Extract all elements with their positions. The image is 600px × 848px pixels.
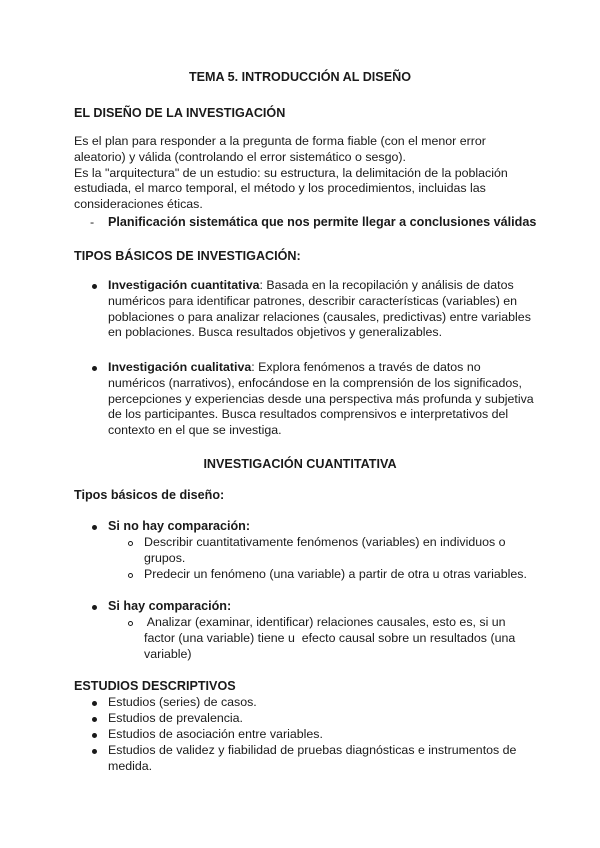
section-heading-tipos: TIPOS BÁSICOS DE INVESTIGACIÓN: xyxy=(74,249,301,263)
definition-start: : Basada en la recopilación y análisis de datos xyxy=(259,278,514,292)
bullet-icon xyxy=(92,525,97,530)
bullet-icon xyxy=(92,717,97,722)
bullet-icon xyxy=(92,733,97,738)
bullet-icon xyxy=(92,605,97,610)
label-no-comparacion: Si no hay comparación: xyxy=(108,519,251,533)
bullet-icon xyxy=(92,284,97,289)
dash-item-planificacion: Planificación sistemática que nos permite llegar a conclusiones válidas xyxy=(108,215,537,229)
dash-marker: - xyxy=(90,215,95,229)
section-heading-diseno: EL DISEÑO DE LA INVESTIGACIÓN xyxy=(74,106,286,120)
circle-bullet-icon xyxy=(128,573,133,578)
bullet-icon xyxy=(92,701,97,706)
sublist-line: variable) xyxy=(144,646,192,661)
list-item-series: Estudios (series) de casos. xyxy=(108,695,257,709)
list-item-line: en poblaciones. Busca resultados objetivos y generalizables. xyxy=(108,325,443,340)
list-item-cuantitativa xyxy=(108,278,548,341)
list-item-line: numéricos (narrativos), enfocándose en la comprensión de los significados, xyxy=(108,375,522,390)
section-heading-descriptivos: ESTUDIOS DESCRIPTIVOS xyxy=(74,679,236,693)
list-item-line: Estudios de validez y fiabilidad de pruebas diagnósticas e instrumentos de xyxy=(108,743,517,757)
list-item-line: percepciones y experiencias desde una perspectiva más profunda y subjetiva xyxy=(108,391,534,406)
paragraph-line: estudiada, el marco temporal, el método y los procedimientos, incluidas las xyxy=(74,181,486,196)
definition-start: : Explora fenómenos a través de datos no xyxy=(251,360,481,374)
sublist-item-describir xyxy=(144,535,544,567)
sublist-line: Analizar (examinar, identificar) relaciones causales, esto es, si un xyxy=(144,615,506,629)
list-item-line: medida. xyxy=(108,758,153,773)
paragraph-line: Es el plan para responder a la pregunta de forma fiable (con el menor error xyxy=(74,134,486,148)
term-cuantitativa: Investigación cuantitativa xyxy=(108,278,260,292)
paragraph-line: aleatorio) y válida (controlando el error sistemático o sesgo). xyxy=(74,149,406,164)
list-item-prevalencia: Estudios de prevalencia. xyxy=(108,711,244,725)
list-item-cualitativa xyxy=(108,360,548,439)
label-hay-comparacion: Si hay comparación: xyxy=(108,599,232,613)
sublist-line: factor (una variable) tiene u efecto causal sobre un resultados (una xyxy=(144,630,516,645)
sublist-line: Describir cuantitativamente fenómenos (variables) en individuos o xyxy=(144,535,506,549)
term-cualitativa: Investigación cualitativa xyxy=(108,360,252,374)
page-title: TEMA 5. INTRODUCCIÓN AL DISEÑO xyxy=(188,70,412,84)
sublist-item-analizar xyxy=(144,615,544,662)
bullet-icon xyxy=(92,749,97,754)
subheading-tipos-diseno: Tipos básicos de diseño: xyxy=(74,488,225,502)
sublist-item-predecir: Predecir un fenómeno (una variable) a partir de otra u otras variables. xyxy=(144,567,527,581)
circle-bullet-icon xyxy=(128,541,133,546)
list-item-line: poblaciones o para analizar relaciones (causales, predictivas) entre variables xyxy=(108,309,531,324)
paragraph-line: consideraciones éticas. xyxy=(74,197,203,212)
list-item-line: numéricos para identificar patrones, describir características (variables) en xyxy=(108,293,518,308)
circle-bullet-icon xyxy=(128,621,133,626)
list-item-first-line xyxy=(108,278,548,294)
section-heading-cuantitativa: INVESTIGACIÓN CUANTITATIVA xyxy=(203,457,397,471)
list-item-line: de los participantes. Busca resultados comprensivos e interpretativos del xyxy=(108,407,509,422)
list-item-first-line xyxy=(108,360,548,376)
paragraph-diseno xyxy=(74,134,534,213)
list-item-asociacion: Estudios de asociación entre variables. xyxy=(108,727,323,741)
list-item-line: contexto en el que se investiga. xyxy=(108,423,282,438)
paragraph-line: Es la "arquitectura" de un estudio: su estructura, la delimitación de la población xyxy=(74,165,508,180)
list-item-validez xyxy=(108,743,548,775)
sublist-line: grupos. xyxy=(144,550,186,565)
bullet-icon xyxy=(92,366,97,371)
